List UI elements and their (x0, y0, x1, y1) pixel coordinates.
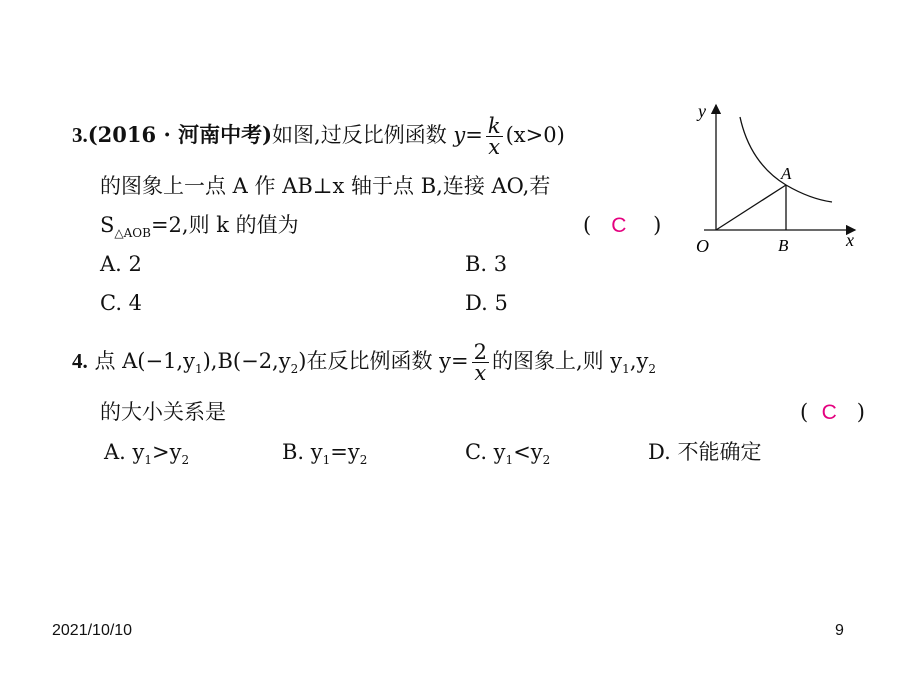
q3-line1 (72, 116, 565, 157)
q4-option-b: B. $y_1=y_2$ (282, 440, 368, 468)
q4-stem-e: ,y (629, 349, 649, 373)
segment-ao (716, 185, 786, 230)
q3-answer: C (611, 214, 627, 237)
q3-number: 3. (72, 123, 88, 147)
label-b: B (778, 236, 789, 255)
q3-option-a: A. 2 (100, 252, 142, 276)
q3-option-d: D. 5 (465, 291, 508, 315)
q4-stem-c: )在反比例函数 y= (298, 349, 469, 373)
q3-func-y: y (453, 123, 466, 147)
q4-paren-close: ) (856, 400, 865, 424)
label-a: A (781, 164, 792, 183)
q3-source: (2016 · 河南中考) (87, 122, 273, 147)
q4-sub3: 1 (622, 362, 630, 377)
q4-number: 4. (72, 349, 88, 373)
q3-line2 (100, 172, 550, 200)
q4-line2 (100, 398, 226, 426)
q4-paren-open: ( (800, 400, 809, 424)
q3-frac-num: k (487, 114, 501, 138)
q4-frac-den: x (474, 361, 487, 385)
q3-frac-den: x (488, 135, 501, 159)
label-y: y (698, 101, 706, 121)
q4-stem-d: 的图象上,则 y (491, 349, 623, 373)
q3-condition: (x>0) (505, 123, 565, 147)
q4-frac-num: 2 (473, 340, 487, 364)
q4-sub2: 2 (290, 362, 299, 377)
q3-fraction (486, 116, 503, 157)
q4-answer-bracket (800, 398, 865, 427)
q4-option-a: A. $y_1>y_2$ (104, 440, 190, 468)
q3-option-c: C. 4 (100, 291, 143, 315)
q3-area-sub: △AOB (114, 226, 151, 241)
q4-stem-2: 的大小关系是 (100, 400, 226, 424)
q3-stem-part1: 如图,过反比例函数 (272, 123, 454, 147)
footer-date: 2021/10/10 (52, 622, 133, 639)
q3-stem-part2: 的图象上一点 A 作 AB⊥x 轴于点 B,连接 AO,若 (100, 174, 551, 198)
q3-line3 (100, 211, 299, 247)
q4-stem-a: 点 A(−1,y (94, 349, 195, 373)
q4-fraction (472, 342, 489, 383)
q3-option-b: B. 3 (465, 252, 508, 276)
q4-sub1: 1 (194, 362, 203, 377)
q4-stem-b: ),B(−2,y (202, 349, 291, 373)
q4-answer: C (821, 401, 837, 424)
q3-answer-bracket (583, 211, 661, 240)
label-x: x (846, 230, 854, 250)
q3-figure (690, 95, 870, 265)
q4-option-c: C. $y_1<y_2$ (465, 440, 551, 468)
page-number: 9 (835, 622, 844, 639)
q3-area-rest: =2,则 k 的值为 (150, 213, 299, 237)
q4-line1 (72, 342, 656, 383)
q3-paren-close: ) (653, 213, 662, 237)
q3-area-s: S (100, 213, 115, 237)
q3-func-eq: = (465, 123, 483, 147)
label-o: O (696, 236, 709, 256)
q3-paren-open: ( (583, 213, 592, 237)
q4-sub4: 2 (648, 362, 656, 377)
q4-option-d: D. 不能确定 (648, 440, 762, 464)
